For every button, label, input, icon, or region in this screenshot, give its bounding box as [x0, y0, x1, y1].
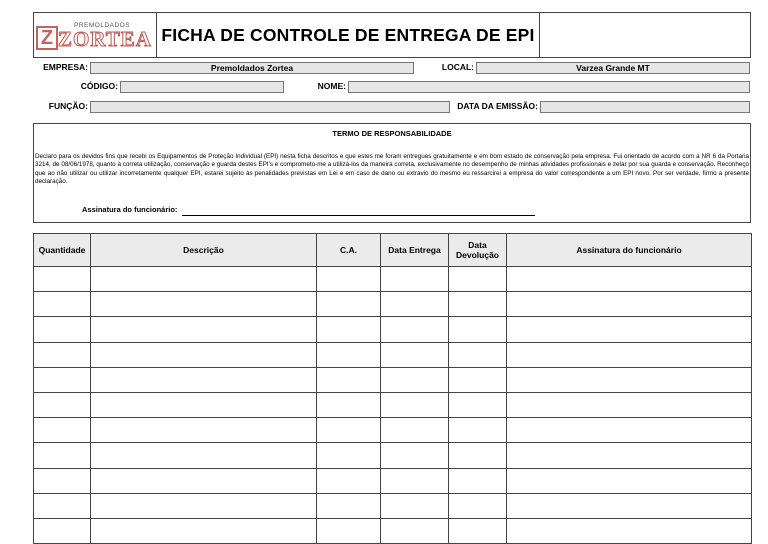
cell[interactable]	[91, 468, 317, 493]
cell[interactable]	[449, 518, 507, 543]
table-row	[34, 493, 752, 518]
cell[interactable]	[449, 443, 507, 468]
epi-delivery-table	[33, 233, 752, 544]
header-blank-cell	[540, 13, 750, 57]
cell[interactable]	[449, 317, 507, 342]
table-row	[34, 443, 752, 468]
cell[interactable]	[381, 418, 449, 443]
table-row	[34, 392, 752, 417]
cell[interactable]	[507, 418, 752, 443]
terms-body: Declaro para os devidos fins que recebi os Equipamentos de Proteção Individual (EPI) nesta ficha descritos e que estes me foram entregues gratuitamente e em bom estado de conservação pela empresa. Fui orientado de acordo com a NR 6 da Portaria 3214, de 08/06/1978, quanto à correta utilização, conservação e guarda destes EPI's e comprometo-me a utilizá-los da maneira correta, exclusivamente no desempenho de minhas atividades profissionais e zelar por sua guarda e conservação. Reconheço que ao não utilizar ou utilizar incorretamente qualquer EPI, estarei sujeito às penalidades previstas em Lei e em caso de dano ou extravio do mesmo eu ressarcirei a empresa do valor correspondente a um EPI novo. Por ser verdade, firmo a presente declaração.	[35, 153, 749, 186]
local-field[interactable]: Varzea Grande MT	[476, 62, 750, 74]
cell[interactable]	[449, 493, 507, 518]
cell[interactable]	[381, 493, 449, 518]
cell[interactable]	[34, 468, 91, 493]
cell[interactable]	[449, 342, 507, 367]
codigo-field[interactable]	[120, 81, 284, 93]
cell[interactable]	[91, 443, 317, 468]
cell[interactable]	[317, 267, 381, 292]
company-logo	[34, 13, 157, 57]
logo-z-mark-icon: Z	[36, 26, 58, 50]
cell[interactable]	[507, 317, 752, 342]
table-row	[34, 267, 752, 292]
logo-wordmark: ZORTEA	[58, 27, 152, 51]
cell[interactable]	[381, 267, 449, 292]
cell[interactable]	[381, 392, 449, 417]
cell[interactable]	[317, 443, 381, 468]
table-row	[34, 518, 752, 543]
cell[interactable]	[449, 267, 507, 292]
cell[interactable]	[381, 317, 449, 342]
cell[interactable]	[507, 493, 752, 518]
cell[interactable]	[317, 418, 381, 443]
empresa-label: EMPRESA:	[43, 62, 88, 72]
cell[interactable]	[317, 392, 381, 417]
cell[interactable]	[317, 367, 381, 392]
cell[interactable]	[507, 267, 752, 292]
cell[interactable]	[34, 418, 91, 443]
data-emissao-label: DATA DA EMISSÃO:	[457, 101, 538, 111]
terms-title: TERMO DE RESPONSABILIDADE	[332, 129, 452, 138]
cell[interactable]	[507, 468, 752, 493]
cell[interactable]	[91, 292, 317, 317]
cell[interactable]	[91, 317, 317, 342]
col-quantidade: Quantidade	[34, 234, 91, 267]
terms-box	[33, 123, 751, 223]
nome-field[interactable]	[348, 81, 750, 93]
cell[interactable]	[34, 443, 91, 468]
table-row	[34, 292, 752, 317]
cell[interactable]	[317, 468, 381, 493]
table-body	[34, 267, 752, 544]
cell[interactable]	[381, 367, 449, 392]
cell[interactable]	[507, 518, 752, 543]
cell[interactable]	[34, 267, 91, 292]
cell[interactable]	[507, 292, 752, 317]
cell[interactable]	[91, 267, 317, 292]
cell[interactable]	[381, 518, 449, 543]
cell[interactable]	[91, 418, 317, 443]
logo-brand-small: PREMOLDADOS	[74, 22, 131, 29]
col-descricao: Descrição	[91, 234, 317, 267]
data-emissao-field[interactable]	[540, 101, 750, 113]
table-row	[34, 317, 752, 342]
cell[interactable]	[317, 342, 381, 367]
cell[interactable]	[381, 342, 449, 367]
signature-label: Assinatura do funcionário:	[82, 205, 178, 214]
signature-line[interactable]	[182, 215, 535, 216]
cell[interactable]	[34, 292, 91, 317]
col-ca: C.A.	[317, 234, 381, 267]
col-data-entrega: Data Entrega	[381, 234, 449, 267]
local-label: LOCAL:	[441, 62, 474, 72]
funcao-field[interactable]	[90, 101, 450, 113]
table-row	[34, 342, 752, 367]
cell[interactable]	[91, 493, 317, 518]
cell[interactable]	[317, 317, 381, 342]
cell[interactable]	[317, 292, 381, 317]
cell[interactable]	[507, 342, 752, 367]
table-row	[34, 418, 752, 443]
nome-label: NOME:	[317, 81, 346, 91]
cell[interactable]	[91, 518, 317, 543]
cell[interactable]	[449, 367, 507, 392]
cell[interactable]	[34, 493, 91, 518]
cell[interactable]	[449, 418, 507, 443]
codigo-label: CÓDIGO:	[80, 81, 118, 91]
cell[interactable]	[507, 392, 752, 417]
table-row	[34, 468, 752, 493]
form-header	[33, 12, 751, 58]
cell[interactable]	[507, 367, 752, 392]
cell[interactable]	[449, 392, 507, 417]
cell[interactable]	[91, 342, 317, 367]
cell[interactable]	[449, 468, 507, 493]
cell[interactable]	[449, 292, 507, 317]
col-assinatura: Assinatura do funcionário	[507, 234, 752, 267]
funcao-label: FUNÇÃO:	[48, 101, 88, 111]
cell[interactable]	[381, 292, 449, 317]
cell[interactable]	[91, 392, 317, 417]
table-row	[34, 367, 752, 392]
cell[interactable]	[34, 367, 91, 392]
cell[interactable]	[507, 443, 752, 468]
empresa-field[interactable]: Premoldados Zortea	[90, 62, 414, 74]
cell[interactable]	[34, 342, 91, 367]
table-header-row	[34, 234, 752, 267]
cell[interactable]	[381, 468, 449, 493]
cell[interactable]	[317, 518, 381, 543]
page-title: FICHA DE CONTROLE DE ENTREGA DE EPI	[157, 13, 540, 57]
cell[interactable]	[34, 317, 91, 342]
col-data-devolucao: Data Devolução	[449, 234, 507, 267]
cell[interactable]	[317, 493, 381, 518]
cell[interactable]	[91, 367, 317, 392]
cell[interactable]	[34, 392, 91, 417]
cell[interactable]	[34, 518, 91, 543]
cell[interactable]	[381, 443, 449, 468]
